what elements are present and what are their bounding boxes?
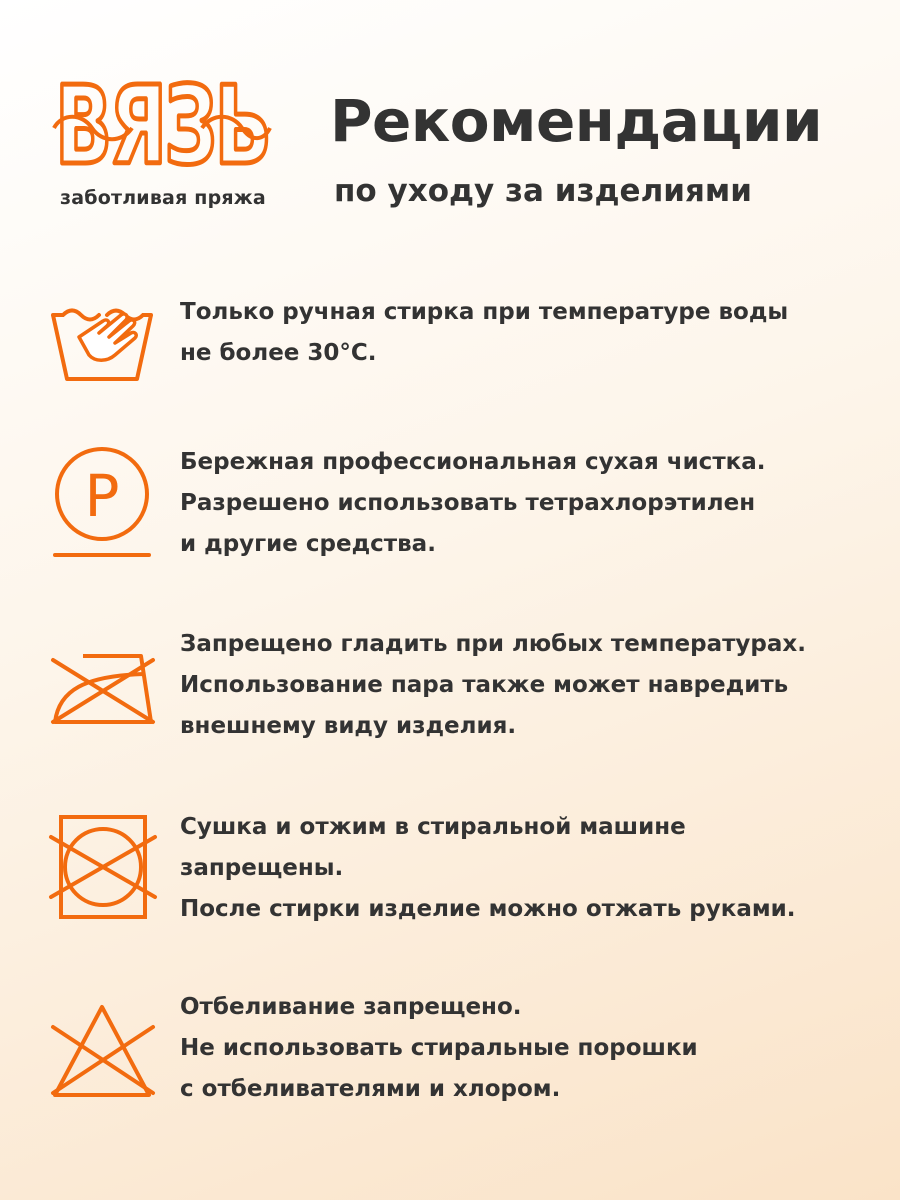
text-line: Запрещено гладить при любых температурах. [180,631,806,657]
brand-logo [52,64,272,189]
care-text-no-tumble-dry [180,807,880,930]
brand-tagline: заботливая пряжа [60,187,266,209]
text-line: с отбеливателями и хлором. [180,1076,561,1102]
text-line: Отбеливание запрещено. [180,994,522,1020]
no-tumble-dry-icon [45,807,160,927]
text-line: Сушка и отжим в стиральной машине [180,814,686,840]
text-line: внешнему виду изделия. [180,713,517,739]
text-line: Бережная профессиональная сухая чистка. [180,449,766,475]
text-line: и другие средства. [180,531,436,557]
text-line: Только ручная стирка при температуре воды [180,299,789,325]
text-line: Разрешено использовать тетрахлорэтилен [180,490,756,516]
text-line: запрещены. [180,855,344,881]
care-text-dry-clean [180,442,880,565]
text-line: Использование пара также может навредить [180,672,789,698]
care-text-hand-wash [180,292,880,374]
text-line: Не использовать стиральные порошки [180,1035,698,1061]
brand-logo-text: ВЯЗЬ [55,64,269,189]
page-subtitle: по уходу за изделиями [334,173,752,209]
care-text-no-iron [180,624,880,747]
no-iron-icon [45,630,160,750]
text-line: После стирки изделие можно отжать руками. [180,896,796,922]
dry-clean-p-icon [45,440,160,560]
page-title: Рекомендации [330,87,823,155]
text-line: не более 30°C. [180,340,377,366]
hand-wash-icon [45,285,160,405]
svg-text:P: P [84,462,120,530]
no-bleach-icon [45,997,160,1117]
care-text-no-bleach [180,987,880,1110]
